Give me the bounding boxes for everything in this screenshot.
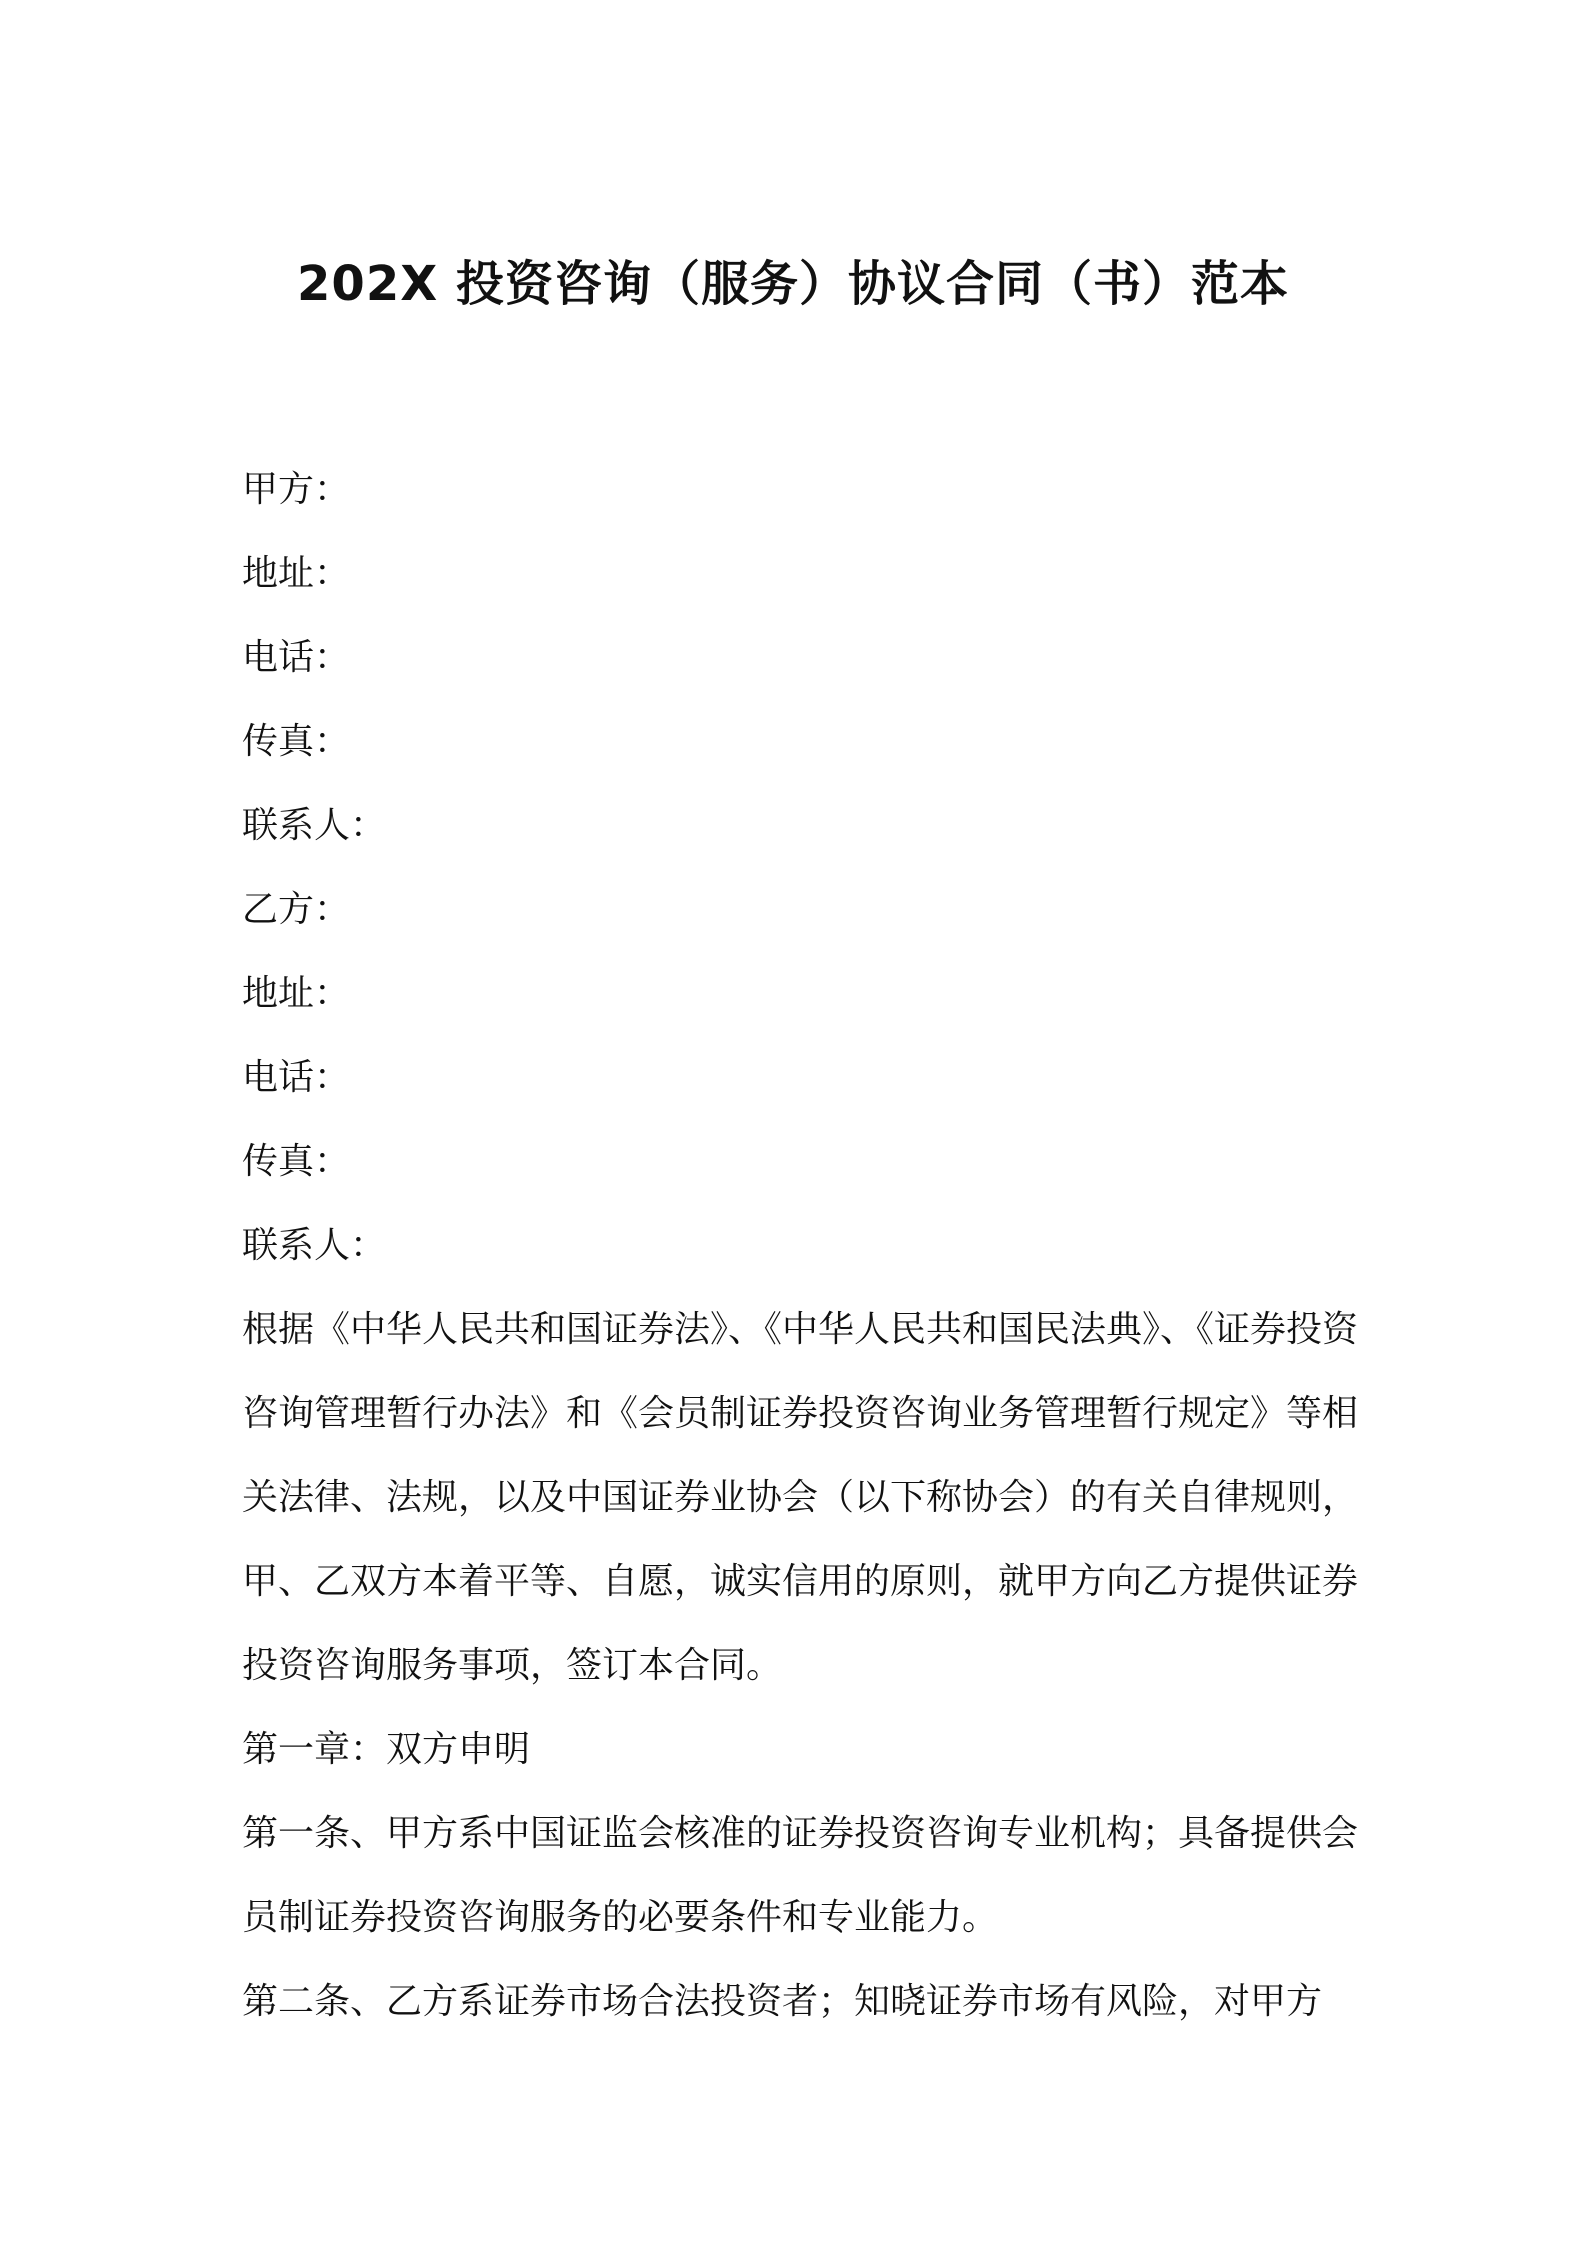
party-b-fax-label: 传真：	[242, 1141, 351, 1182]
article-2-paragraph: 第二条、乙方系证券市场合法投资者；知晓证券市场有风险，对甲方	[242, 1981, 1323, 2022]
party-b-address-label: 地址：	[242, 973, 351, 1014]
article-1-paragraph: 第一条、甲方系中国证监会核准的证券投资咨询专业机构；具备提供会员制证券投资咨询服务的必要条件和专业能力。	[242, 1813, 1359, 1938]
preamble-paragraph: 根据《中华人民共和国证券法》、《中华人民共和国民法典》、《证券投资咨询管理暂行办法》和《会员制证券投资咨询业务管理暂行规定》等相关法律、法规，以及中国证券业协会（以下称协会）的有关自律规则，甲、乙双方本着平等、自愿，诚实信用的原则，就甲方向乙方提供证券投资咨询服务事项，签订本合同。	[242, 1309, 1359, 1686]
party-a-phone-label: 电话：	[242, 637, 351, 678]
chapter-1-heading: 第一章：双方申明	[242, 1729, 531, 1770]
party-a-address-label: 地址：	[242, 553, 351, 594]
party-a-name-label: 甲方：	[242, 469, 351, 510]
document-body	[242, 448, 1358, 2044]
party-b-name-label: 乙方：	[242, 889, 351, 930]
party-a-fax-label: 传真：	[242, 721, 351, 762]
document-title: 202X 投资咨询（服务）协议合同（书）范本	[297, 256, 1289, 312]
party-b-contact-label: 联系人：	[242, 1225, 387, 1266]
party-b-phone-label: 电话：	[242, 1057, 351, 1098]
party-a-contact-label: 联系人：	[242, 805, 387, 846]
